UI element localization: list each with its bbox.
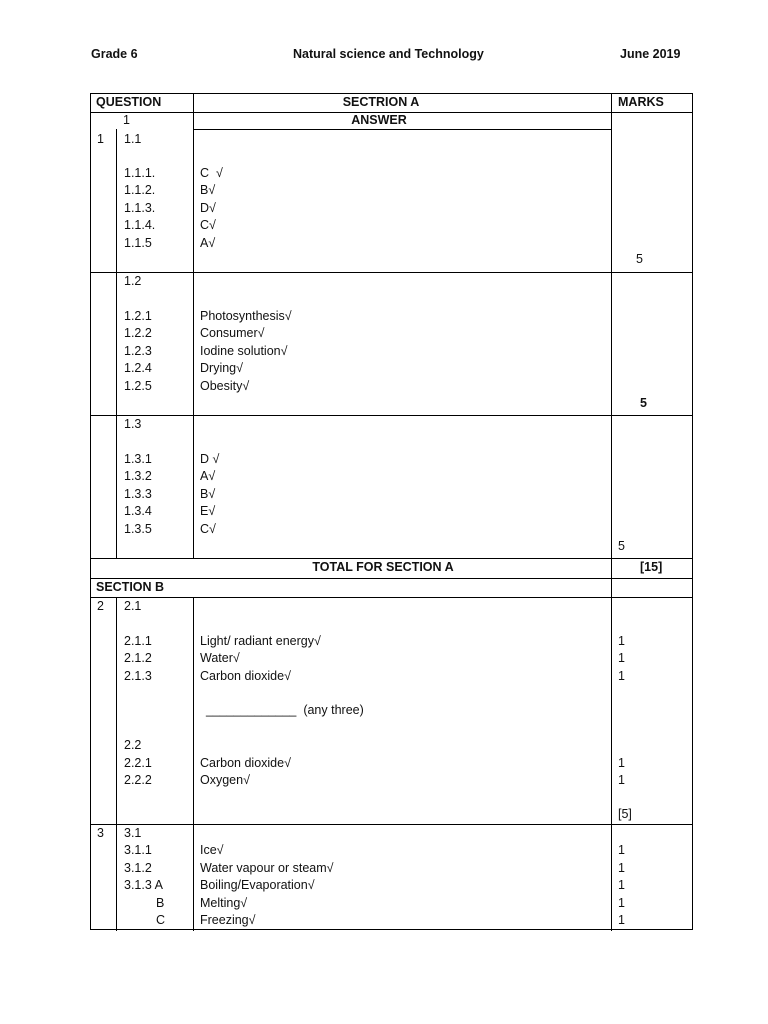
- item-answer: E√: [200, 504, 216, 518]
- col-divider: [116, 129, 117, 559]
- subquestion-label: 2.1: [124, 599, 142, 613]
- item-number: 1.2.3: [124, 344, 152, 358]
- answer-header: ANSWER: [351, 113, 407, 127]
- subquestion-label: 1.1: [124, 132, 142, 146]
- subquestion-label: 1.2: [124, 274, 142, 288]
- item-number: 1.3.2: [124, 469, 152, 483]
- marks-value: 5: [640, 396, 647, 410]
- item-number: C: [156, 913, 166, 927]
- marks-value: 5: [618, 539, 625, 553]
- item-answer: Consumer√: [200, 326, 265, 340]
- item-answer: B√: [200, 183, 216, 197]
- item-answer: D √: [200, 452, 220, 466]
- marks-value: 1: [618, 756, 625, 770]
- item-answer: Obesity√: [200, 379, 250, 393]
- total-label: TOTAL FOR SECTION A: [312, 560, 454, 574]
- row-divider: [91, 824, 692, 825]
- marks-value: 5: [636, 252, 643, 266]
- row-divider: [91, 597, 692, 598]
- marks-value: 1: [618, 878, 625, 892]
- item-answer: Carbon dioxide√: [200, 756, 291, 770]
- item-number: 1.3.3: [124, 487, 152, 501]
- item-answer: Oxygen√: [200, 773, 250, 787]
- grade-label: Grade 6: [91, 47, 138, 61]
- item-number: 1.2.4: [124, 361, 152, 375]
- item-answer: Boiling/Evaporation√: [200, 878, 315, 892]
- item-number: 1.2.5: [124, 379, 152, 393]
- item-number: 1.1.3.: [124, 201, 156, 215]
- item-number: 3.1.2: [124, 861, 152, 875]
- marks-value: 1: [618, 634, 625, 648]
- exam-date: June 2019: [620, 47, 681, 61]
- marks-value: 1: [618, 669, 625, 683]
- marks-value: 1: [618, 773, 625, 787]
- item-answer: C√: [200, 218, 216, 232]
- question-number: 2: [97, 599, 104, 613]
- item-answer: Ice√: [200, 843, 224, 857]
- marks-value: 1: [618, 896, 625, 910]
- item-number: 1.1.5: [124, 236, 152, 250]
- column-header-section: SECTRION A: [342, 95, 420, 109]
- item-number: 2.1.2: [124, 651, 152, 665]
- memo-table: [90, 93, 693, 930]
- item-number: 2.1.1: [124, 634, 152, 648]
- item-answer: D√: [200, 201, 216, 215]
- row-divider: [91, 272, 692, 273]
- item-answer: Carbon dioxide√: [200, 669, 291, 683]
- column-header-question: QUESTION: [96, 95, 162, 109]
- item-number: 1.3.5: [124, 522, 152, 536]
- subquestion-label: 2.2: [124, 738, 142, 752]
- question-number: 3: [97, 826, 104, 840]
- any-three-note: _____________ (any three): [206, 703, 364, 717]
- item-answer: A√: [200, 469, 216, 483]
- item-answer: Water vapour or steam√: [200, 861, 334, 875]
- item-answer: Light/ radiant energy√: [200, 634, 321, 648]
- col-divider: [611, 94, 612, 931]
- item-number: 1.2.2: [124, 326, 152, 340]
- question-number-row: 1: [123, 113, 130, 127]
- col-divider: [193, 597, 194, 931]
- item-answer: C √: [200, 166, 223, 180]
- item-number: 1.1.1.: [124, 166, 156, 180]
- column-header-marks: MARKS: [618, 95, 664, 109]
- item-answer: Water√: [200, 651, 240, 665]
- item-number: 1.2.1: [124, 309, 152, 323]
- col-divider: [116, 597, 117, 931]
- item-number: 3.1.1: [124, 843, 152, 857]
- question-number: 1: [97, 132, 104, 146]
- item-number: 2.2.1: [124, 756, 152, 770]
- marks-value: 1: [618, 913, 625, 927]
- item-number: 1.3.4: [124, 504, 152, 518]
- row-divider: [91, 578, 692, 579]
- item-number: 2.2.2: [124, 773, 152, 787]
- item-answer: B√: [200, 487, 216, 501]
- col-divider: [193, 94, 194, 559]
- item-answer: Photosynthesis√: [200, 309, 292, 323]
- item-number: 1.3.1: [124, 452, 152, 466]
- total-marks: [15]: [640, 560, 663, 574]
- item-answer: A√: [200, 236, 216, 250]
- item-number: 1.1.4.: [124, 218, 156, 232]
- item-number: 2.1.3: [124, 669, 152, 683]
- question-total: [5]: [618, 807, 632, 821]
- item-answer: C√: [200, 522, 216, 536]
- item-number: 3.1.3 A: [124, 878, 163, 892]
- item-answer: Iodine solution√: [200, 344, 288, 358]
- row-divider: [91, 415, 692, 416]
- item-answer: Melting√: [200, 896, 248, 910]
- marks-value: 1: [618, 651, 625, 665]
- item-number: B: [156, 896, 165, 910]
- item-answer: Freezing√: [200, 913, 256, 927]
- section-b-label: SECTION B: [96, 580, 165, 594]
- subquestion-label: 3.1: [124, 826, 142, 840]
- subquestion-label: 1.3: [124, 417, 142, 431]
- marks-value: 1: [618, 861, 625, 875]
- item-answer: Drying√: [200, 361, 243, 375]
- marks-value: 1: [618, 843, 625, 857]
- item-number: 1.1.2.: [124, 183, 156, 197]
- subject-title: Natural science and Technology: [293, 47, 484, 61]
